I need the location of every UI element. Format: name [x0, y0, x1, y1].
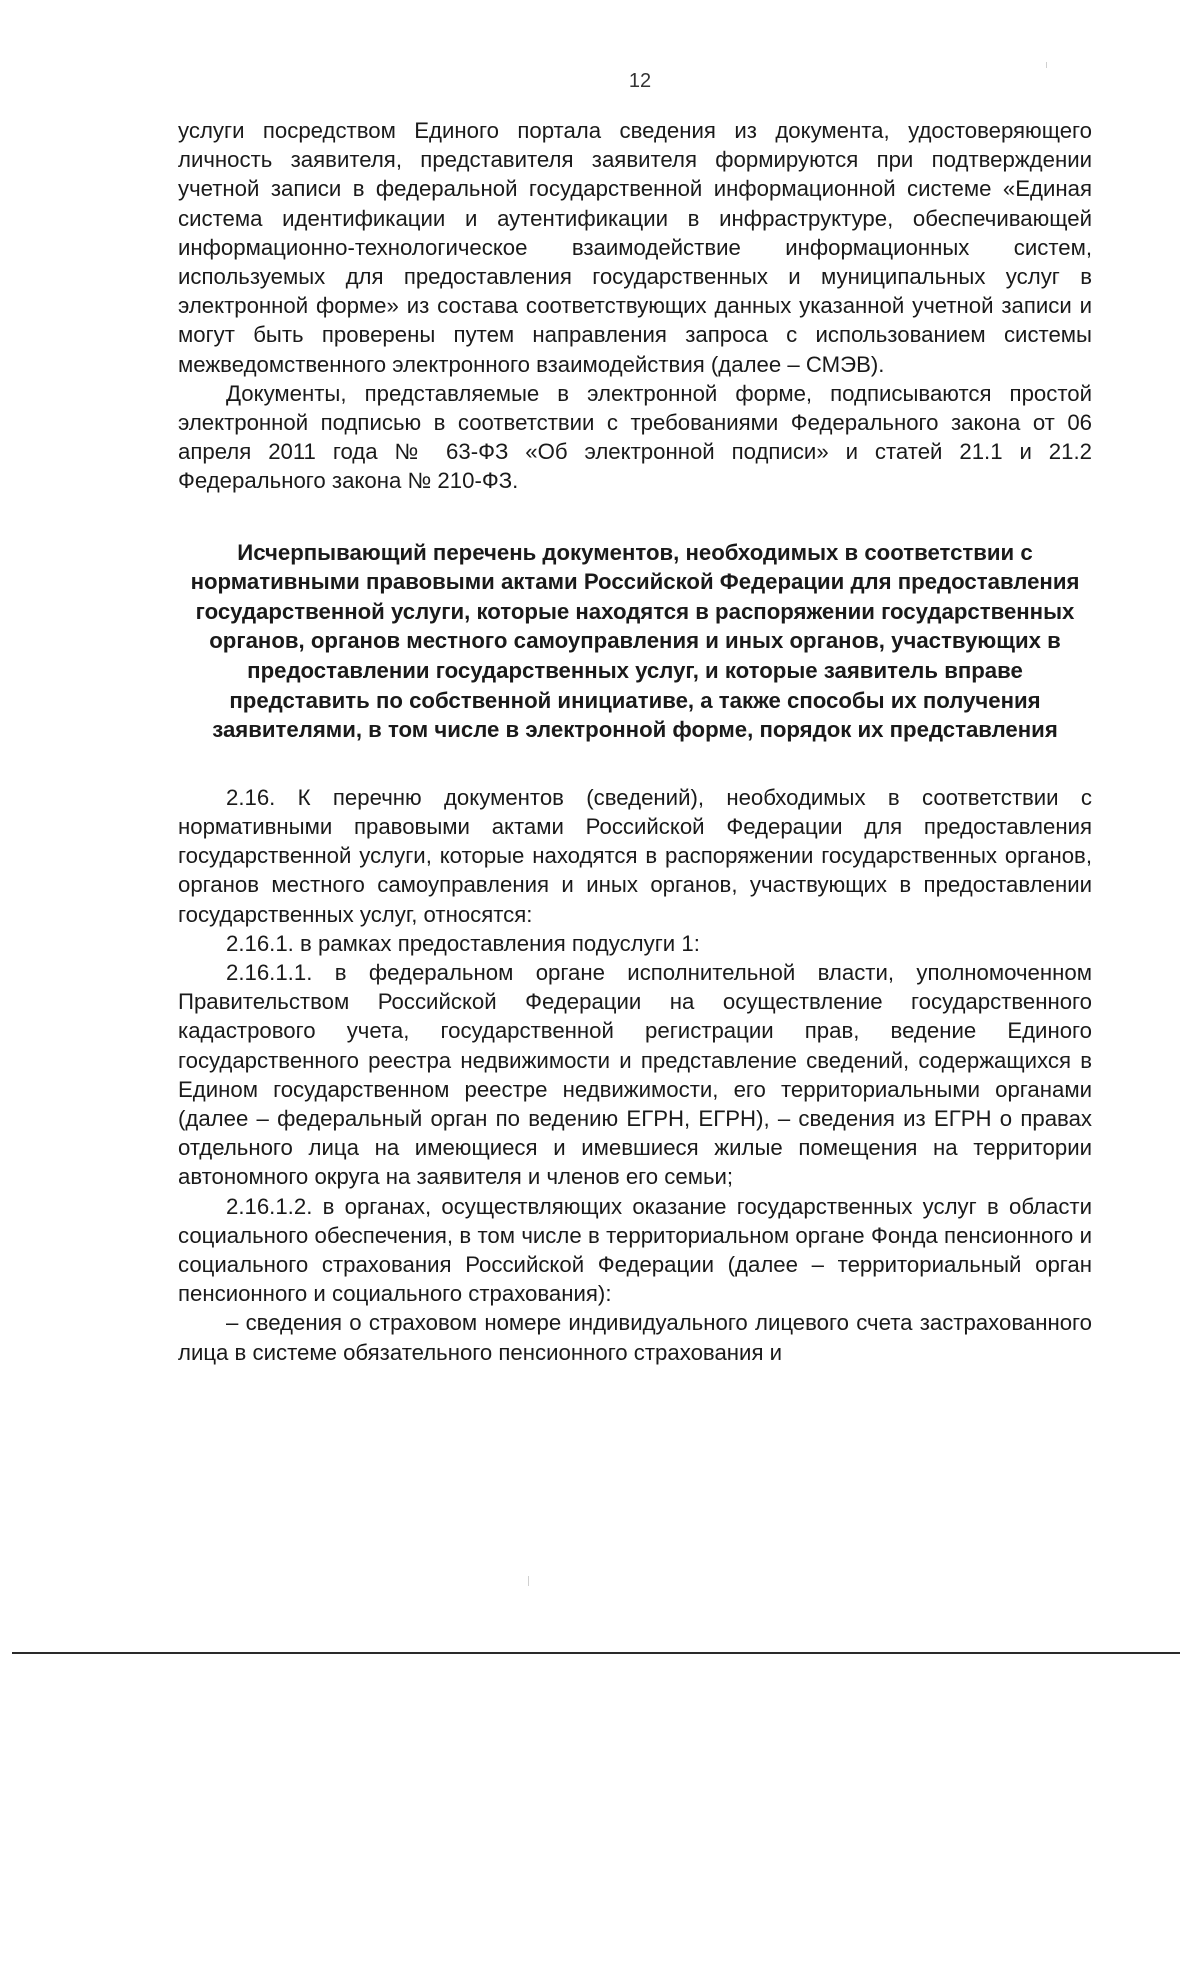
- page-number: 12: [628, 70, 652, 92]
- paragraph: – сведения о страховом номере индивидуального лицевого счета застрахованного лица в системе обязательного пенсионного страхования и: [178, 1310, 1092, 1365]
- paragraph: Документы, представляемые в электронной форме, подписываются простой электронной подписью в соответствии с требованиями Федерального закона от 06 апреля 2011 года № 63-ФЗ «Об электронной подписи» и статей 21.1 и 21.2 Федерального закона № 210-ФЗ.: [178, 380, 1092, 494]
- scan-artifact: [528, 1576, 529, 1586]
- section-after-heading: [178, 783, 1092, 1367]
- document-body: [178, 116, 1092, 1367]
- paragraph: услуги посредством Единого портала сведения из документа, удостоверяющего личность заявителя, представителя заявителя формируются при подтверждении учетной записи в федеральной государственной информационной системе «Единая система идентификации и аутентификации в инфраструктуре, обеспечивающей информационно-технологическое взаимодействие информационных систем, используемых для предоставления государственных и муниципальных услуг в электронной форме» из состава соответствующих данных указанной учетной записи и могут быть проверены путем направления запроса с использованием системы межведомственного электронного взаимодействия (далее – СМЭВ).: [178, 118, 1092, 377]
- paragraph: 2.16.1. в рамках предоставления подуслуги 1:: [226, 930, 700, 956]
- page-bottom-rule: [12, 1652, 1180, 1654]
- paragraph: 2.16.1.2. в органах, осуществляющих оказание государственных услуг в области социального обеспечения, в том числе в территориальном органе Фонда пенсионного и социального страхования Российской Федерации (далее – территориальный орган пенсионного и социального страхования):: [178, 1193, 1092, 1307]
- paragraph: 2.16.1.1. в федеральном органе исполнительной власти, уполномоченном Правительством Российской Федерации на осуществление государственного кадастрового учета, государственной регистрации прав, ведение Единого государственного реестра недвижимости и представление сведений, содержащихся в Едином государственном реестре недвижимости, его территориальными органами (далее – федеральный орган по ведению ЕГРН, ЕГРН), – сведения из ЕГРН о правах отдельного лица на имеющиеся и имевшиеся жилые помещения на территории автономного округа на заявителя и членов его семьи;: [178, 960, 1092, 1190]
- paragraph: 2.16. К перечню документов (сведений), необходимых в соответствии с нормативными правовыми актами Российской Федерации для предоставления государственной услуги, которые находятся в распоряжении государственных органов, органов местного самоуправления и иных органов, участвующих в предоставлении государственных услуг, относятся:: [178, 784, 1092, 927]
- section-heading: Исчерпывающий перечень документов, необходимых в соответствии с нормативными правовыми актами Российской Федерации для предоставления государственной услуги, которые находятся в распоряжении государственных органов, органов местного самоуправления и иных органов, участвующих в предоставлении государственных услуг, и которые заявитель вправе представить по собственной инициативе, а также способы их получения заявителями, в том числе в электронной форме, порядок их представления: [190, 539, 1080, 743]
- scan-artifact: [1046, 62, 1047, 68]
- section-before-heading: [178, 116, 1092, 496]
